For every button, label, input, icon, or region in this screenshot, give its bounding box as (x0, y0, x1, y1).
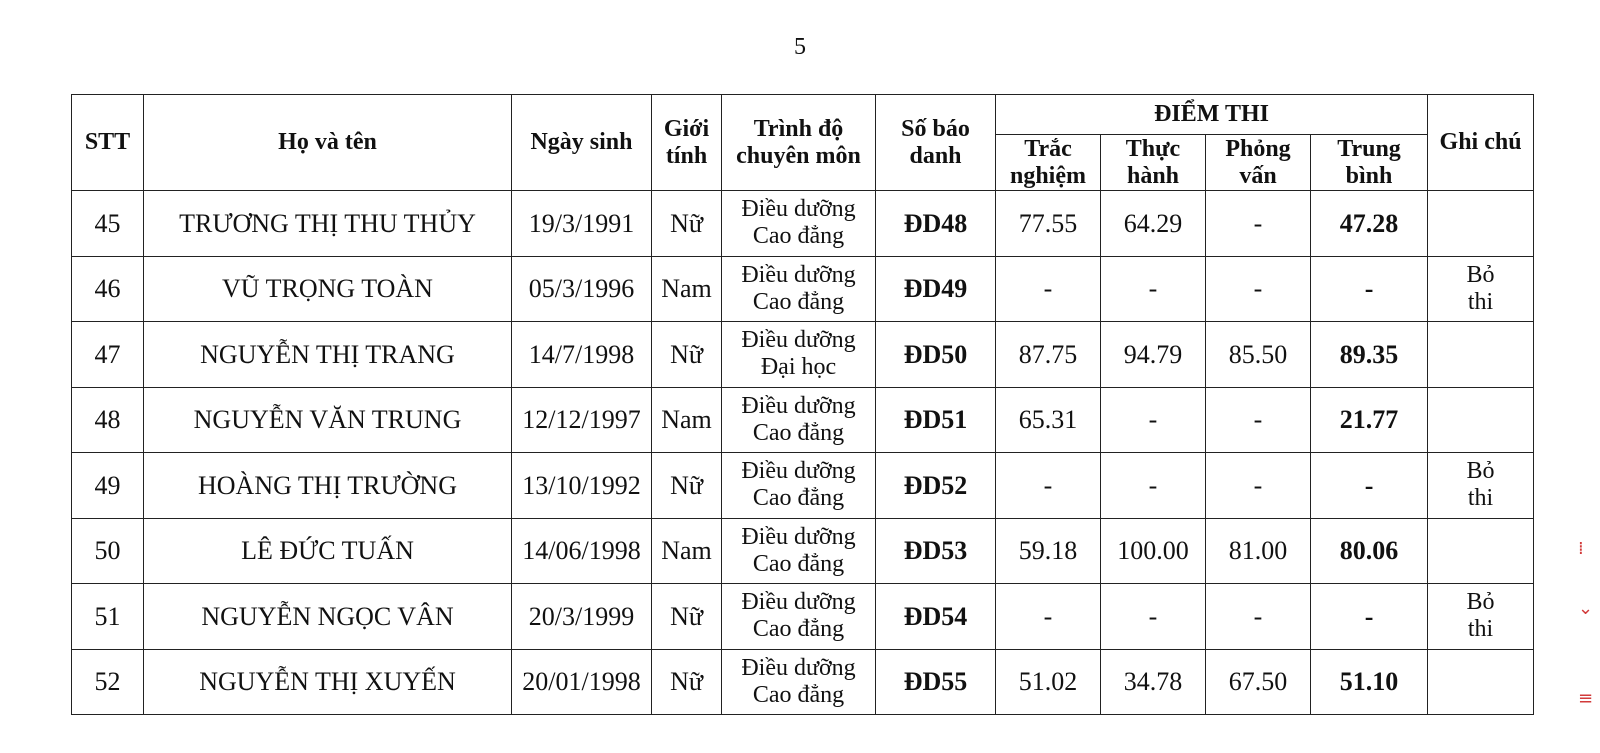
cell-practice: - (1101, 453, 1206, 519)
page-number: 5 (794, 34, 806, 60)
cell-id: ĐD52 (876, 453, 996, 519)
level-degree: Cao đẳng (752, 550, 845, 577)
cell-interview: 85.50 (1206, 322, 1311, 388)
cell-dob: 14/7/1998 (512, 322, 652, 388)
header-stt: STT (72, 95, 144, 191)
header-practice: Thực hành (1101, 135, 1206, 191)
level-major: Điều dưỡng (741, 589, 856, 616)
cell-practice: - (1101, 584, 1206, 650)
cell-gender: Nam (652, 518, 722, 584)
cell-gender: Nữ (652, 584, 722, 650)
cell-note (1428, 453, 1534, 519)
cell-stt: 46 (72, 256, 144, 322)
cell-average: - (1311, 453, 1428, 519)
cell-mcq: 77.55 (996, 191, 1101, 257)
cell-stt: 51 (72, 584, 144, 650)
cell-mcq: 51.02 (996, 649, 1101, 715)
cell-average: 89.35 (1311, 322, 1428, 388)
note-line-2: thi (1467, 288, 1494, 315)
cell-gender: Nữ (652, 453, 722, 519)
cell-stt: 45 (72, 191, 144, 257)
cell-id: ĐD48 (876, 191, 996, 257)
note-line-2: thi (1467, 485, 1494, 512)
cell-note (1428, 649, 1534, 715)
cell-gender: Nam (652, 387, 722, 453)
header-mcq: Trắc nghiệm (996, 135, 1101, 191)
header-interview: Phỏng vấn (1206, 135, 1311, 191)
stamp-mark-icon: ⁞ (1578, 538, 1584, 559)
cell-practice: 34.78 (1101, 649, 1206, 715)
cell-level (722, 453, 876, 519)
table-row (72, 518, 1534, 584)
cell-mcq: - (996, 453, 1101, 519)
cell-level (722, 518, 876, 584)
cell-mcq: 59.18 (996, 518, 1101, 584)
exam-results-table (71, 94, 1534, 715)
cell-id: ĐD51 (876, 387, 996, 453)
level-degree: Cao đẳng (752, 288, 845, 315)
cell-note (1428, 584, 1534, 650)
cell-dob: 14/06/1998 (512, 518, 652, 584)
cell-interview: - (1206, 584, 1311, 650)
cell-interview: 67.50 (1206, 649, 1311, 715)
cell-id: ĐD50 (876, 322, 996, 388)
table-row (72, 256, 1534, 322)
header-level: Trình độ chuyên môn (722, 95, 876, 191)
cell-name: NGUYỄN THỊ TRANG (144, 322, 512, 388)
table-row (72, 387, 1534, 453)
cell-name: NGUYỄN VĂN TRUNG (144, 387, 512, 453)
cell-stt: 48 (72, 387, 144, 453)
cell-level (722, 322, 876, 388)
header-gender: Giới tính (652, 95, 722, 191)
header-note: Ghi chú (1428, 95, 1534, 191)
table-body (72, 191, 1534, 715)
cell-gender: Nữ (652, 322, 722, 388)
cell-interview: - (1206, 191, 1311, 257)
header-average: Trung bình (1311, 135, 1428, 191)
level-major: Điều dưỡng (741, 261, 856, 288)
cell-dob: 19/3/1991 (512, 191, 652, 257)
level-degree: Đại học (760, 354, 837, 381)
table-row (72, 453, 1534, 519)
header-scores-group: ĐIỂM THI (996, 95, 1428, 135)
cell-name: TRƯƠNG THỊ THU THỦY (144, 191, 512, 257)
level-degree: Cao đẳng (752, 616, 845, 643)
cell-gender: Nam (652, 256, 722, 322)
cell-note (1428, 322, 1534, 388)
cell-dob: 20/3/1999 (512, 584, 652, 650)
cell-stt: 50 (72, 518, 144, 584)
level-degree: Cao đẳng (752, 223, 845, 250)
cell-name: VŨ TRỌNG TOÀN (144, 256, 512, 322)
cell-name: HOÀNG THỊ TRƯỜNG (144, 453, 512, 519)
cell-mcq: - (996, 584, 1101, 650)
cell-dob: 12/12/1997 (512, 387, 652, 453)
cell-practice: 64.29 (1101, 191, 1206, 257)
note-line-1: Bỏ (1466, 458, 1495, 485)
note-line-1: Bỏ (1466, 261, 1495, 288)
cell-mcq: - (996, 256, 1101, 322)
cell-interview: - (1206, 387, 1311, 453)
cell-level (722, 649, 876, 715)
cell-mcq: 87.75 (996, 322, 1101, 388)
cell-dob: 05/3/1996 (512, 256, 652, 322)
cell-interview: - (1206, 453, 1311, 519)
header-name: Họ và tên (144, 95, 512, 191)
cell-practice: 94.79 (1101, 322, 1206, 388)
level-degree: Cao đẳng (752, 681, 845, 708)
cell-level (722, 584, 876, 650)
table-row (72, 584, 1534, 650)
cell-note (1428, 387, 1534, 453)
cell-practice: 100.00 (1101, 518, 1206, 584)
cell-note (1428, 256, 1534, 322)
cell-id: ĐD49 (876, 256, 996, 322)
cell-name: LÊ ĐỨC TUẤN (144, 518, 512, 584)
cell-interview: 81.00 (1206, 518, 1311, 584)
cell-average: - (1311, 584, 1428, 650)
cell-average: 47.28 (1311, 191, 1428, 257)
cell-dob: 13/10/1992 (512, 453, 652, 519)
cell-id: ĐD53 (876, 518, 996, 584)
table-row (72, 649, 1534, 715)
level-major: Điều dưỡng (741, 327, 856, 354)
cell-gender: Nữ (652, 191, 722, 257)
level-major: Điều dưỡng (741, 523, 856, 550)
cell-mcq: 65.31 (996, 387, 1101, 453)
header-dob: Ngày sinh (512, 95, 652, 191)
cell-id: ĐD54 (876, 584, 996, 650)
cell-level (722, 387, 876, 453)
cell-practice: - (1101, 387, 1206, 453)
cell-note (1428, 518, 1534, 584)
level-degree: Cao đẳng (752, 485, 845, 512)
level-degree: Cao đẳng (752, 419, 845, 446)
cell-practice: - (1101, 256, 1206, 322)
cell-stt: 47 (72, 322, 144, 388)
table-row (72, 322, 1534, 388)
stamp-mark-icon: ≡ (1578, 688, 1594, 709)
note-line-2: thi (1467, 616, 1494, 643)
cell-stt: 49 (72, 453, 144, 519)
cell-note (1428, 191, 1534, 257)
cell-interview: - (1206, 256, 1311, 322)
cell-gender: Nữ (652, 649, 722, 715)
cell-average: 21.77 (1311, 387, 1428, 453)
stamp-mark-icon: ⌄ (1578, 598, 1594, 619)
level-major: Điều dưỡng (741, 654, 856, 681)
cell-dob: 20/01/1998 (512, 649, 652, 715)
level-major: Điều dưỡng (741, 196, 856, 223)
cell-name: NGUYỄN THỊ XUYẾN (144, 649, 512, 715)
note-line-1: Bỏ (1466, 589, 1495, 616)
cell-average: 51.10 (1311, 649, 1428, 715)
cell-id: ĐD55 (876, 649, 996, 715)
cell-level (722, 256, 876, 322)
cell-average: 80.06 (1311, 518, 1428, 584)
cell-average: - (1311, 256, 1428, 322)
level-major: Điều dưỡng (741, 392, 856, 419)
header-id: Số báo danh (876, 95, 996, 191)
cell-name: NGUYỄN NGỌC VÂN (144, 584, 512, 650)
cell-stt: 52 (72, 649, 144, 715)
table-header (72, 95, 1534, 191)
table-row (72, 191, 1534, 257)
level-major: Điều dưỡng (741, 458, 856, 485)
cell-level (722, 191, 876, 257)
